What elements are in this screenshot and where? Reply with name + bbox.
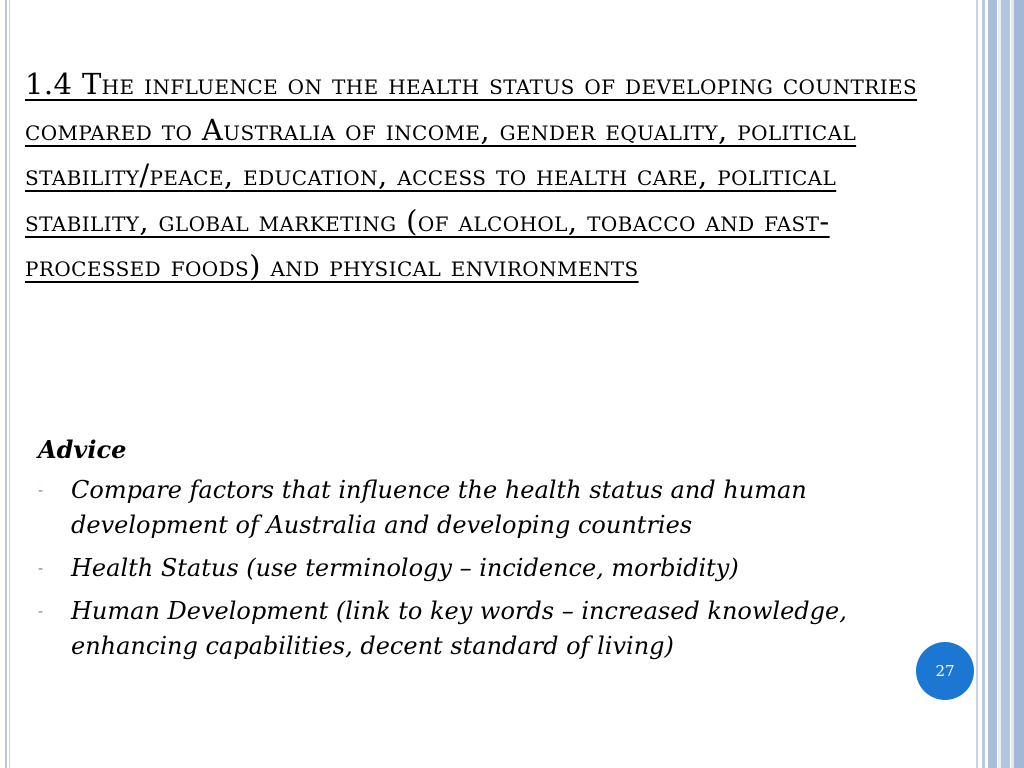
advice-list [38,473,943,664]
advice-heading: Advice [38,435,127,464]
left-border-line-inner [9,0,10,768]
bullet-dash: - [38,559,44,577]
list-item [38,473,943,543]
list-item-text: Health Status (use terminology – incidence, morbidity) [71,554,739,582]
left-border-line [5,0,7,768]
advice-section [38,432,943,672]
list-item [38,551,943,586]
slide-title: 1.4 The influence on the health status of developing countries compared to Australia of income, gender equality, political stability/peace, education, access to health care, political stability, global marketing (of alcohol, tobacco and fast-processed foods) and physical environments [25,67,918,283]
list-item [38,594,943,664]
list-item-text: Human Development (link to key words – increased knowledge, enhancing capabilities, decent standard of living) [71,597,847,660]
page-number: 27 [935,662,955,680]
bullet-dash: - [38,602,44,620]
right-decorative-stripes [976,0,1024,768]
bullet-dash: - [38,481,44,499]
page-number-badge [916,642,974,700]
list-item-text: Compare factors that influence the health status and human development of Australia and developing countries [71,476,807,539]
